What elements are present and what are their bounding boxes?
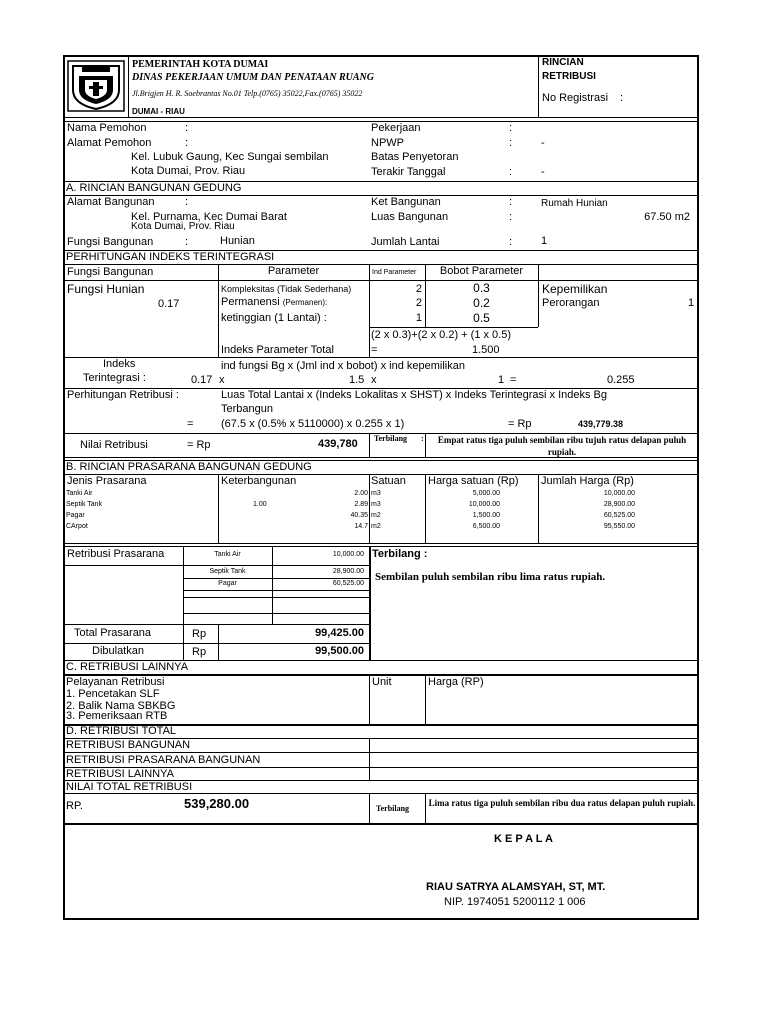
total-divider-2 — [218, 624, 219, 660]
b-col-divider-3 — [425, 474, 426, 543]
bobot-value-2: 0.2 — [473, 296, 490, 310]
retribusi-calc: (67.5 x (0.5% x 5110000) x 0.255 x 1) — [221, 418, 405, 430]
building-address-line2: Kota Dumai, Prov. Riau — [131, 221, 235, 232]
rp-row-line-3 — [183, 590, 369, 591]
b-col-divider-4 — [538, 474, 539, 543]
col-harga-header: Harga satuan (Rp) — [428, 475, 519, 487]
emblem-kota-dumai-icon — [67, 60, 125, 112]
npwp-label: NPWP — [371, 137, 404, 149]
d-divider-3 — [425, 793, 426, 823]
rp-divider-3 — [369, 546, 371, 660]
building-area-colon: : — [509, 211, 513, 223]
applicant-address-line1: Kel. Lubuk Gaung, Kec Sungai sembilan — [131, 151, 329, 163]
indeks-col-divider-4 — [538, 264, 539, 327]
building-area-value: 67.50 m2 — [644, 211, 690, 223]
payment-deadline-label: Batas Penyetoran — [371, 151, 459, 163]
col-satuan-header: Satuan — [371, 475, 406, 487]
it-value-1: 0.17 — [191, 374, 213, 386]
prasarana-harga: 10,000.00 — [468, 501, 500, 508]
prasarana-satuan: m2 — [371, 512, 381, 519]
retribusi-calc-eq: = Rp — [508, 418, 532, 430]
total-prasarana-label: Total Prasarana — [74, 627, 152, 639]
fungsi-hunian-value: 0.17 — [158, 298, 180, 310]
prasarana-ket: 1.00 — [253, 501, 267, 508]
it-value-2: 1.5 — [349, 374, 365, 386]
pelayanan-item: 2. Balik Nama SBKBG — [66, 700, 176, 712]
building-address-line1: Kel. Purnama, Kec Dumai Barat — [131, 211, 287, 223]
applicant-address-line2: Kota Dumai, Prov. Riau — [131, 165, 246, 177]
bobot-value-1: 0.3 — [473, 281, 490, 295]
doc-title-line2: RETRIBUSI — [542, 71, 596, 82]
total-prasarana-rp: Rp — [192, 628, 207, 640]
d-row-line-4 — [63, 793, 699, 794]
prasarana-jenis: Tanki Air — [66, 490, 93, 497]
total-prasarana-line — [63, 643, 369, 644]
it-eq: = — [510, 374, 517, 386]
building-function-label: Fungsi Bangunan — [67, 236, 154, 248]
rp-item-value: 60,525.00 — [332, 580, 364, 587]
nilai-divider-1 — [369, 433, 370, 457]
floor-count-value: 1 — [541, 235, 548, 247]
retribusi-calc-value: 439,779.38 — [578, 419, 624, 429]
applicant-address-colon: : — [185, 137, 189, 149]
indeks-terintegrasi-label-1: Indeks — [103, 358, 136, 370]
indeks-terintegrasi-formula: ind fungsi Bg x (Jml ind x bobot) x ind kepemilikan — [221, 360, 465, 372]
logo-divider — [128, 55, 129, 117]
building-function-value: Hunian — [220, 235, 255, 247]
d-divider — [369, 738, 370, 780]
rp-row-line-5 — [183, 613, 369, 614]
last-date-label: Terakir Tanggal — [371, 166, 446, 178]
building-desc-value: Rumah Hunian — [541, 198, 608, 209]
indeks-terintegrasi-label-2: Terintegrasi : — [83, 372, 146, 384]
applicant-address-label: Alamat Pemohon — [67, 137, 152, 149]
retribusi-formula-2: Terbangun — [221, 403, 273, 415]
dept-address: Jl.Brigjen H. R. Soebrantas No.01 Telp.(0765) 35022,Fax.(0765) 35022 — [132, 89, 363, 98]
prasarana-satuan: m3 — [371, 490, 381, 497]
building-desc-label: Ket Bangunan — [371, 196, 441, 208]
rp-terbilang-text: Sembilan puluh sembilan ribu lima ratus rupiah. — [375, 571, 606, 583]
signature-nip: NIP. 1974051 5200112 1 006 — [444, 896, 586, 908]
gov-name: PEMERINTAH KOTA DUMAI — [132, 59, 269, 70]
param-kompleksitas — [221, 285, 368, 294]
prasarana-jenis: CArpot — [66, 523, 88, 530]
col-ind-header: Ind Parameter — [372, 269, 417, 276]
npwp-value: - — [541, 137, 545, 149]
indeks-total-label: Indeks Parameter Total — [221, 344, 334, 356]
prasarana-jumlah: 10,000.00 — [603, 490, 635, 497]
rp-row-line-4 — [183, 597, 369, 598]
kepemilikan-value: Perorangan — [542, 297, 600, 309]
registration-label: No Registrasi — [542, 92, 609, 104]
ind-value-2: 2 — [415, 297, 422, 309]
building-area-label: Luas Bangunan — [371, 211, 449, 223]
retribusi-calc-label: Perhitungan Retribusi : — [67, 389, 179, 401]
prasarana-harga: 1,500.00 — [472, 512, 500, 519]
building-desc-colon: : — [509, 196, 513, 208]
dibulatkan-label: Dibulatkan — [92, 645, 144, 657]
prasarana-jumlah: 60,525.00 — [603, 512, 635, 519]
dibulatkan-rp: Rp — [192, 646, 207, 658]
prasarana-qty: 40.35 — [350, 512, 368, 519]
rp-item-name: Septik Tank — [209, 568, 246, 575]
col-bobot-header: Bobot Parameter — [439, 265, 524, 277]
dept-name: DINAS PEKERJAAN UMUM DAN PENATAAN RUANG — [132, 72, 374, 83]
retribusi-formula-1: Luas Total Lantai x (Indeks Lokalitas x SHST) x Indeks Terintegrasi x Indeks Bg — [221, 389, 608, 401]
doc-title-line1: RINCIAN — [542, 57, 584, 68]
applicant-name-label: Nama Pemohon — [67, 122, 147, 134]
total-terbilang-text: Lima ratus tiga puluh sembilan ribu dua ratus delapan puluh rupiah. — [428, 798, 696, 808]
col-jumlah-header: Jumlah Harga (Rp) — [541, 475, 634, 487]
indeks-title: PERHITUNGAN INDEKS TERINTEGRASI — [66, 251, 275, 263]
dibulatkan-value: 99,500.00 — [315, 645, 364, 657]
terbilang-colon-1: : — [421, 434, 424, 443]
retribusi-bangunan-label: RETRIBUSI BANGUNAN — [66, 739, 191, 751]
terbilang-label-text: Terbilang — [374, 434, 408, 443]
total-prasarana-value: 99,425.00 — [315, 627, 364, 639]
d-row-line-1 — [63, 752, 699, 753]
nilai-retribusi-label: Nilai Retribusi — [80, 439, 148, 451]
prasarana-qty: 2.89 — [354, 501, 368, 508]
prasarana-jumlah: 28,900.00 — [603, 501, 635, 508]
total-rp-value: 539,280.00 — [184, 796, 250, 811]
it-value-3: 1 — [498, 374, 505, 386]
rp-bottom-line — [63, 624, 369, 625]
total-terbilang-label: Terbilang — [376, 804, 410, 813]
pelayanan-item: 3. Pemeriksaan RTB — [66, 710, 168, 722]
col-fungsi-header: Fungsi Bangunan — [67, 266, 154, 278]
signature-name: RIAU SATRYA ALAMSYAH, ST, MT. — [426, 881, 606, 893]
c-divider-1 — [369, 676, 370, 724]
npwp-colon: : — [509, 137, 513, 149]
param-kompleksitas-note: (Tidak Sederhana) — [277, 285, 352, 294]
col-harga-rp-header: Harga (RP) — [428, 676, 484, 688]
prasarana-satuan: m3 — [371, 501, 381, 508]
indeks-col-divider-1 — [218, 264, 219, 357]
col-unit-header: Unit — [372, 676, 392, 688]
section-a-title: A. RINCIAN BANGUNAN GEDUNG — [66, 182, 242, 194]
rp-item-value: 28,900.00 — [332, 568, 364, 575]
param-permanensi-note: (Permanen): — [282, 298, 328, 307]
rp-item-value: 10,000.00 — [332, 551, 364, 558]
indeks-header-line — [63, 280, 699, 281]
param-ketinggian: ketinggian (1 Lantai) : — [221, 312, 327, 324]
section-d-title: D. RETRIBUSI TOTAL — [66, 725, 177, 737]
ind-value-1: 2 — [415, 283, 422, 295]
col-parameter-header: Parameter — [267, 265, 320, 277]
header-bottom-line — [63, 117, 699, 118]
floor-count-colon: : — [509, 236, 513, 248]
d-bottom-line — [63, 823, 699, 825]
nilai-total-label: NILAI TOTAL RETRIBUSI — [66, 781, 193, 793]
section-b-table-bottom — [63, 543, 699, 544]
nilai-retribusi-eq: = Rp — [187, 439, 211, 451]
last-date-value: - — [541, 166, 545, 178]
prasarana-qty: 2.00 — [354, 490, 368, 497]
formula-line — [369, 327, 538, 328]
param-permanensi — [221, 297, 327, 308]
indeks-total-value: 1.500 — [472, 344, 500, 356]
pelayanan-item: 1. Pencetakan SLF — [66, 688, 160, 700]
it-result: 0.255 — [607, 374, 635, 386]
retribusi-eq: = — [187, 418, 194, 430]
occupation-label: Pekerjaan — [371, 122, 421, 134]
prasarana-jenis: Septik Tank — [66, 501, 103, 508]
retribusi-lainnya-label: RETRIBUSI LAINNYA — [66, 768, 174, 780]
rp-item-name: Tanki Air — [214, 551, 241, 558]
rp-row-line-1 — [63, 565, 369, 566]
it-times-1: x — [219, 374, 225, 386]
rp-divider-2 — [272, 546, 273, 624]
retribusi-prasarana-label: RETRIBUSI PRASARANA BANGUNAN — [66, 754, 261, 766]
last-date-colon: : — [509, 166, 513, 178]
param-permanensi-label: Permanensi — [221, 296, 280, 308]
total-rp-label: RP. — [66, 800, 83, 812]
bobot-value-3: 0.5 — [473, 311, 490, 325]
col-ket-header: Keterbangunan — [221, 475, 297, 487]
indeks-total-eq: = — [371, 344, 378, 356]
signature-title: K E P A L A — [494, 833, 553, 845]
terbilang-label-1 — [374, 435, 407, 443]
section-c-title: C. RETRIBUSI LAINNYA — [66, 661, 189, 673]
nilai-divider-2 — [425, 433, 426, 457]
rp-top-line — [63, 546, 699, 547]
applicant-name-colon: : — [185, 122, 189, 134]
registration-colon: : — [620, 92, 624, 104]
rp-item-name: Pagar — [218, 580, 237, 587]
indeks-title-line — [63, 264, 699, 265]
kepemilikan-number: 1 — [688, 297, 695, 309]
indeks-col-divider-2 — [369, 264, 370, 357]
building-address-label: Alamat Bangunan — [67, 196, 155, 208]
building-address-colon: : — [185, 196, 189, 208]
ind-value-3: 1 — [415, 312, 422, 324]
total-divider-1 — [183, 624, 184, 660]
indeks-formula: (2 x 0.3)+(2 x 0.2) + (1 x 0.5) — [371, 329, 512, 341]
c-divider-2 — [425, 676, 426, 724]
rp-label: Retribusi Prasarana — [67, 548, 165, 560]
occupation-colon: : — [509, 122, 513, 134]
indeks-total-line — [63, 357, 699, 358]
prasarana-jenis: Pagar — [66, 512, 85, 519]
section-b-title: B. RINCIAN PRASARANA BANGUNAN GEDUNG — [66, 461, 312, 473]
d-divider-2 — [369, 793, 370, 823]
prasarana-harga: 6,500.00 — [472, 523, 500, 530]
param-kompleksitas-label: Kompleksitas — [221, 285, 275, 294]
pelayanan-label: Pelayanan Retribusi — [66, 676, 165, 688]
prasarana-qty: 14.7 — [354, 523, 368, 530]
nilai-retribusi-value: 439,780 — [318, 438, 358, 450]
fungsi-hunian-label: Fungsi Hunian — [67, 282, 145, 296]
kepemilikan-label: Kepemilikan — [542, 282, 608, 296]
rp-row-line-2 — [183, 578, 369, 579]
dept-city: DUMAI - RIAU — [132, 107, 185, 116]
title-divider — [538, 55, 539, 117]
b-col-divider-1 — [218, 474, 219, 543]
prasarana-jumlah: 95,550.00 — [603, 523, 635, 530]
prasarana-harga: 5,000.00 — [472, 490, 500, 497]
prasarana-satuan: m2 — [371, 523, 381, 530]
col-jenis-header: Jenis Prasarana — [67, 475, 147, 487]
rp-terbilang-label: Terbilang : — [372, 548, 428, 560]
floor-count-label: Jumlah Lantai — [371, 236, 440, 248]
b-col-divider-2 — [369, 474, 370, 543]
it-times-2: x — [371, 374, 377, 386]
building-function-colon: : — [185, 236, 189, 248]
terbilang-text-1: Empat ratus tiga puluh sembilan ribu tujuh ratus delapan puluh rupiah. — [437, 435, 687, 457]
